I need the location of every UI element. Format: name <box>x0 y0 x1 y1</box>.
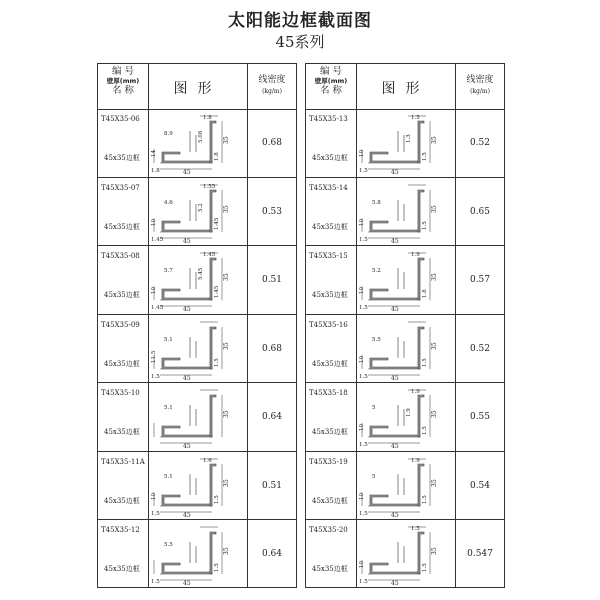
dim-width: 45 <box>183 443 191 449</box>
dim-top: 1.5 <box>411 115 420 121</box>
table-header <box>306 64 504 110</box>
dim-wall: 1.5 <box>359 373 368 380</box>
dim-lip: 5.1 <box>164 473 173 480</box>
header-name-label: 名 称 <box>319 85 343 96</box>
dim-height: 35 <box>223 273 230 281</box>
dim-top: 1.5 <box>411 526 420 532</box>
header-density-label: 线密度 <box>258 75 286 85</box>
header-code-cell <box>98 67 148 96</box>
document-title: 太阳能边框截面图 <box>228 11 372 31</box>
header-name-label: 名 称 <box>111 85 135 96</box>
dim-top: 1.8 <box>203 115 212 121</box>
profile-name: 45x35边框 <box>312 496 348 505</box>
profile-density: 0.55 <box>469 412 491 422</box>
dim-lip: 5.2 <box>372 268 381 274</box>
profile-cross-section <box>150 522 246 586</box>
dim-inner: 10 <box>359 355 365 363</box>
profile-cross-section <box>358 385 454 449</box>
document-subtitle: 45系列 <box>275 33 325 51</box>
profile-code: T45X35-07 <box>101 183 140 192</box>
dim-inner: 10 <box>151 492 157 500</box>
dim-height: 35 <box>431 204 438 213</box>
dim-wall: 1.5 <box>151 373 160 380</box>
table-row <box>98 109 296 178</box>
dim-inner: 10 <box>359 218 365 226</box>
dim-height: 35 <box>431 410 438 418</box>
profile-cross-section <box>358 522 454 586</box>
dim-top: 1.9 <box>411 389 420 395</box>
dim-lip: 5.8 <box>372 199 381 206</box>
profile-cross-section <box>150 317 246 381</box>
dim-wall: 1.45 <box>151 305 164 311</box>
profile-cross-section <box>358 454 454 518</box>
profile-density: 0.64 <box>261 412 283 422</box>
dim-foot: 1.5 <box>214 357 220 367</box>
dim-wall: 1.5 <box>359 510 368 517</box>
dim-wall: 1.5 <box>359 305 368 311</box>
profile-cross-section <box>150 454 246 518</box>
dim-height: 35 <box>223 136 230 144</box>
header-figure-label: 图形 <box>381 81 430 97</box>
profile-name: 45x35边框 <box>104 428 140 436</box>
profile-table-left <box>97 63 297 588</box>
table-row <box>98 315 296 384</box>
dim-height: 35 <box>431 547 438 555</box>
profile-name: 45x35边框 <box>312 291 348 299</box>
dim-lip: 5 <box>372 405 376 411</box>
header-density-unit: (kg/m) <box>262 88 282 95</box>
table-row <box>98 452 296 521</box>
dim-foot: 1.45 <box>214 285 220 298</box>
profile-cross-section <box>150 180 246 244</box>
dim-mid: 5.08 <box>198 130 204 143</box>
dim-wall: 1.5 <box>359 236 368 243</box>
dim-lip: 5.7 <box>164 268 173 274</box>
profile-density: 0.52 <box>469 138 491 148</box>
dim-lip: 4.6 <box>164 199 173 206</box>
dim-foot: 1.8 <box>214 152 220 161</box>
dim-inner: 10 <box>151 287 157 294</box>
dim-inner: 10 <box>359 287 365 294</box>
dim-foot: 1.5 <box>422 426 428 435</box>
profile-code: T45X35-08 <box>101 252 140 260</box>
profile-name: 45x35边框 <box>104 291 140 299</box>
dim-width: 45 <box>391 443 399 449</box>
profile-code: T45X35-18 <box>309 389 348 397</box>
dim-foot: 1.5 <box>422 494 428 504</box>
dim-foot: 1.45 <box>214 217 220 230</box>
profile-cross-section <box>150 111 246 175</box>
dim-height: 35 <box>223 478 230 487</box>
profile-name: 45x35边框 <box>104 154 140 162</box>
table-header <box>98 64 296 110</box>
dim-width: 45 <box>391 169 399 175</box>
dim-inner: 14 <box>151 150 157 157</box>
header-code-label: 编 号 <box>111 66 135 77</box>
profile-cross-section <box>150 248 246 312</box>
dim-lip: 5 <box>372 473 376 480</box>
table-row <box>98 246 296 315</box>
profile-density: 0.52 <box>469 343 491 354</box>
dim-width: 45 <box>391 306 399 312</box>
dim-top: 1.55 <box>203 183 216 190</box>
dim-foot: 1.8 <box>422 289 428 298</box>
profile-name: 45x35边框 <box>312 428 348 436</box>
dim-width: 45 <box>183 306 191 312</box>
header-code-label: 编 号 <box>319 66 343 77</box>
profile-code: T45X35-16 <box>309 320 348 329</box>
dim-top: 1.9 <box>411 252 420 258</box>
dim-lip: 5.1 <box>164 336 173 343</box>
profile-density: 0.51 <box>261 480 283 491</box>
dim-inner: 10 <box>359 492 365 500</box>
dim-width: 45 <box>183 237 191 244</box>
profile-code: T45X35-09 <box>101 320 140 329</box>
dim-height: 35 <box>223 410 230 418</box>
dim-lip: 5.1 <box>164 405 173 411</box>
table-row <box>98 520 296 589</box>
dim-mid: 5.2 <box>198 202 204 212</box>
profile-code: T45X35-10 <box>101 389 140 397</box>
profile-name: 45x35边框 <box>104 496 140 505</box>
dim-wall: 1.5 <box>151 579 160 585</box>
dim-inner: 10 <box>359 561 365 568</box>
profile-cross-section <box>150 385 246 449</box>
table-row <box>306 109 504 178</box>
profile-table-right <box>305 63 505 588</box>
profile-name: 45x35边框 <box>312 222 348 231</box>
profile-code: T45X35-13 <box>309 115 348 123</box>
profile-name: 45x35边框 <box>312 565 348 573</box>
dim-top: 1.6 <box>203 457 212 464</box>
header-density-label: 线密度 <box>466 75 494 85</box>
header-density-unit: (kg/m) <box>470 88 490 95</box>
header-code-cell <box>306 67 356 96</box>
table-row <box>306 452 504 521</box>
dim-inner: 11.5 <box>151 350 157 363</box>
dim-mid: 5.45 <box>198 267 204 280</box>
profile-name: 45x35边框 <box>104 222 140 231</box>
dim-wall: 1.8 <box>151 168 160 174</box>
dim-wall: 1.5 <box>359 442 368 448</box>
profile-name: 45x35边框 <box>312 154 348 162</box>
profile-code: T45X35-20 <box>309 526 348 534</box>
dim-lip: 8.9 <box>164 131 173 137</box>
profile-density: 0.68 <box>261 343 283 354</box>
profile-density: 0.57 <box>469 275 491 285</box>
dim-width: 45 <box>391 237 399 244</box>
dim-foot: 1.5 <box>214 563 220 572</box>
dim-width: 45 <box>391 374 399 381</box>
profile-cross-section <box>358 180 454 244</box>
dim-top: 1.9 <box>411 457 420 464</box>
dim-width: 45 <box>183 169 191 175</box>
profile-cross-section <box>358 248 454 312</box>
profile-cross-section <box>358 317 454 381</box>
dim-mid: 1.9 <box>406 408 412 417</box>
profile-code: T45X35-06 <box>101 115 140 123</box>
dim-mid: 1.3 <box>406 134 412 143</box>
profile-cross-section <box>358 111 454 175</box>
dim-width: 45 <box>391 511 399 518</box>
profile-name: 45x35边框 <box>104 565 140 573</box>
profile-code: T45X35-19 <box>309 457 348 466</box>
header-density-cell <box>248 74 296 96</box>
dim-lip: 5.5 <box>164 542 173 548</box>
dim-width: 45 <box>183 511 191 518</box>
dim-height: 35 <box>223 341 230 350</box>
dim-wall: 1.5 <box>151 510 160 517</box>
profile-density: 0.64 <box>261 549 283 559</box>
profile-code: T45X35-12 <box>101 526 140 534</box>
profile-code: T45X35-15 <box>309 252 348 260</box>
header-density-cell <box>456 74 504 96</box>
profile-code: T45X35-11A <box>101 457 145 466</box>
dim-height: 35 <box>223 204 230 213</box>
dim-inner: 10 <box>359 150 365 157</box>
header-thickness-label: 壁厚(mm) <box>106 76 140 85</box>
dim-foot: 1.5 <box>214 494 220 504</box>
table-row <box>306 246 504 315</box>
dim-height: 35 <box>431 478 438 487</box>
dim-height: 35 <box>431 341 438 350</box>
profile-density: 0.547 <box>467 549 493 559</box>
table-row <box>306 383 504 452</box>
table-row <box>98 383 296 452</box>
table-row <box>306 315 504 384</box>
profile-density: 0.51 <box>261 275 283 285</box>
dim-width: 45 <box>391 580 399 586</box>
table-row <box>306 178 504 247</box>
profile-density: 0.68 <box>261 138 283 148</box>
dim-inner: 10 <box>151 218 157 226</box>
dim-foot: 1.5 <box>422 563 428 572</box>
header-thickness-label: 壁厚(mm) <box>314 76 348 85</box>
dim-foot: 1.5 <box>422 357 428 367</box>
dim-wall: 1.45 <box>151 236 164 243</box>
profile-name: 45x35边框 <box>104 359 140 368</box>
dim-wall: 1.5 <box>359 168 368 174</box>
dim-height: 35 <box>431 273 438 281</box>
dim-height: 35 <box>223 547 230 555</box>
table-row <box>98 178 296 247</box>
profile-density: 0.65 <box>469 206 491 217</box>
dim-width: 45 <box>183 374 191 381</box>
header-figure-label: 图形 <box>173 81 222 97</box>
profile-density: 0.53 <box>261 206 283 217</box>
dim-foot: 1.5 <box>422 152 428 161</box>
profile-density: 0.54 <box>469 480 491 491</box>
dim-lip: 5.5 <box>372 336 381 343</box>
dim-height: 35 <box>431 136 438 144</box>
dim-top: 1.45 <box>203 252 216 258</box>
dim-width: 45 <box>183 580 191 586</box>
table-row <box>306 520 504 589</box>
dim-wall: 1.5 <box>359 579 368 585</box>
dim-inner: 10 <box>359 424 365 431</box>
dim-foot: 1.5 <box>422 220 428 230</box>
profile-name: 45x35边框 <box>312 359 348 368</box>
profile-code: T45X35-14 <box>309 183 348 192</box>
